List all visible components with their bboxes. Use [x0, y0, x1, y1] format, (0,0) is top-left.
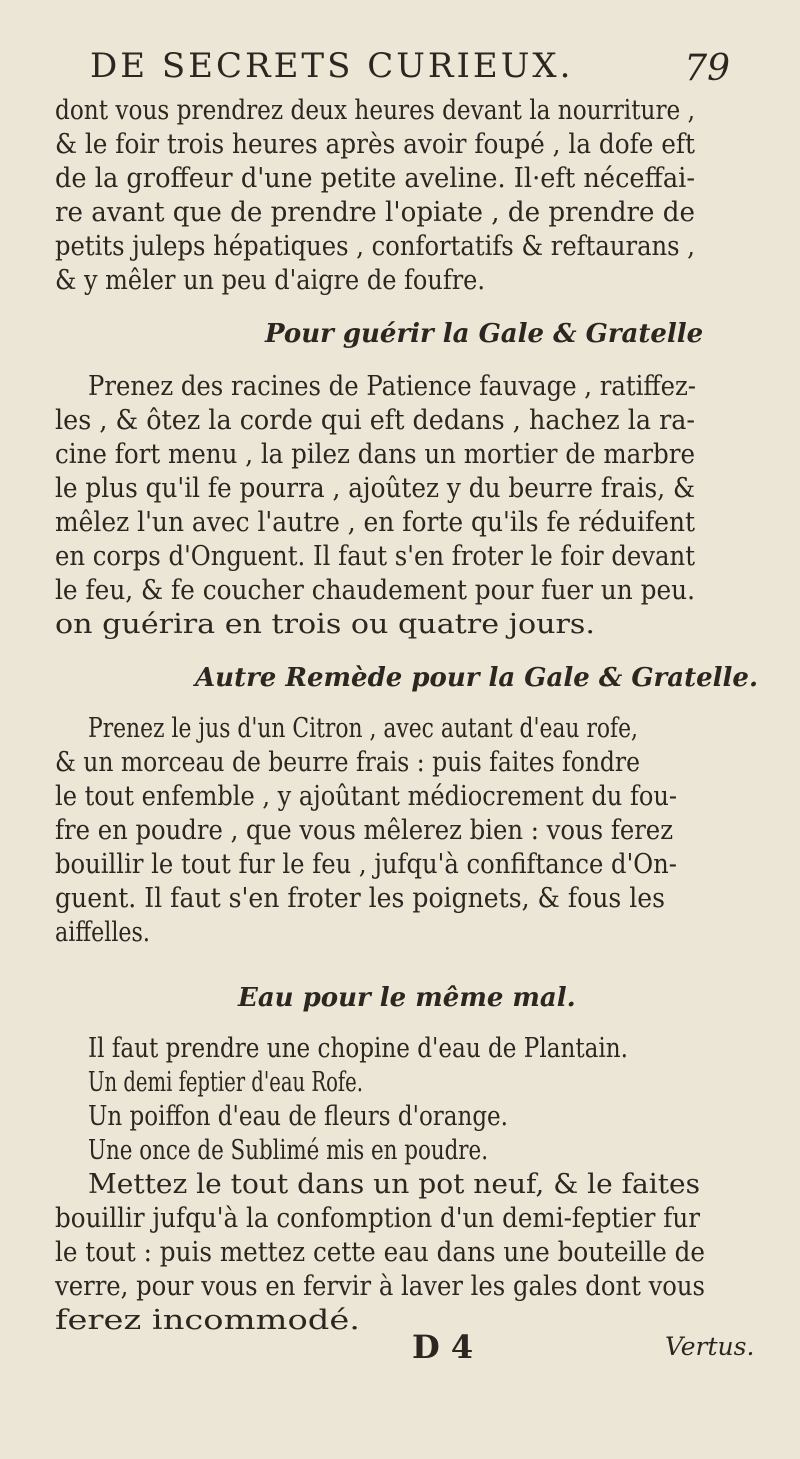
text-line: dont vous prendrez deux heures devant la nourriture , — [55, 95, 695, 126]
text-line: bouillir le tout fur le feu , jufqu'à confiftance d'On- — [55, 849, 677, 880]
text-line: & y mêler un peu d'aigre de foufre. — [55, 265, 485, 296]
text-line: & un morceau de beurre frais : puis faites fondre — [55, 747, 640, 778]
running-head-title: DE SECRETS CURIEUX. — [90, 46, 574, 86]
text-line: en corps d'Onguent. Il faut s'en froter le foir devant — [55, 541, 695, 572]
text-line: Prenez le jus d'un Citron , avec autant d'eau rofe, — [88, 713, 638, 744]
text-line: de la groffeur d'une petite aveline. Il·eft néceffai- — [55, 163, 695, 194]
text-line: cine fort menu , la pilez dans un mortier de marbre — [55, 439, 695, 470]
text-line: fre en poudre , que vous mêlerez bien : vous ferez — [55, 815, 673, 846]
text-line: guent. Il faut s'en froter les poignets, & fous les — [55, 883, 665, 914]
text-line: re avant que de prendre l'opiate , de prendre de — [55, 197, 695, 228]
text-line: Un demi feptier d'eau Rofe. — [88, 1067, 363, 1098]
text-line: ferez incommodé. — [55, 1305, 360, 1336]
page-number: 79 — [684, 48, 730, 89]
text-line: les , & ôtez la corde qui eft dedans , hachez la ra- — [55, 405, 695, 436]
text-line: le feu, & fe coucher chaudement pour fuer un peu. — [55, 575, 695, 606]
text-line: aiffelles. — [55, 917, 150, 948]
text-line: le tout enfemble , y ajoûtant médiocrement du fou- — [55, 781, 677, 812]
text-line: petits juleps hépatiques , confortatifs & reftaurans , — [55, 231, 695, 262]
text-line: le tout : puis mettez cette eau dans une bouteille de — [55, 1237, 705, 1268]
text-line: Un poiffon d'eau de fleurs d'orange. — [88, 1101, 508, 1132]
section-heading: Autre Remède pour la Gale & Gratelle. — [195, 663, 758, 693]
signature-mark: D 4 — [412, 1328, 474, 1366]
section-heading: Eau pour le même mal. — [238, 983, 576, 1013]
text-line: Prenez des racines de Patience fauvage , ratiffez- — [88, 371, 696, 402]
text-line: bouillir jufqu'à la confomption d'un demi-feptier fur — [55, 1203, 700, 1234]
text-line: Une once de Sublimé mis en poudre. — [88, 1135, 488, 1166]
text-line: Il faut prendre une chopine d'eau de Plantain. — [88, 1033, 628, 1064]
section-heading: Pour guérir la Gale & Gratelle — [265, 319, 704, 349]
running-head — [90, 46, 730, 90]
text-line: le plus qu'il fe pourra , ajoûtez y du beurre frais, & — [55, 473, 695, 504]
text-line: mêlez l'un avec l'autre , en forte qu'ils fe réduifent — [55, 507, 695, 538]
catchword: Vertus. — [665, 1332, 755, 1361]
text-line: on guérira en trois ou quatre jours. — [55, 609, 595, 640]
text-line: verre, pour vous en fervir à laver les gales dont vous — [55, 1271, 705, 1302]
text-line: Mettez le tout dans un pot neuf, & le faites — [88, 1169, 700, 1200]
text-line: & le foir trois heures après avoir foupé , la dofe eft — [55, 129, 695, 160]
